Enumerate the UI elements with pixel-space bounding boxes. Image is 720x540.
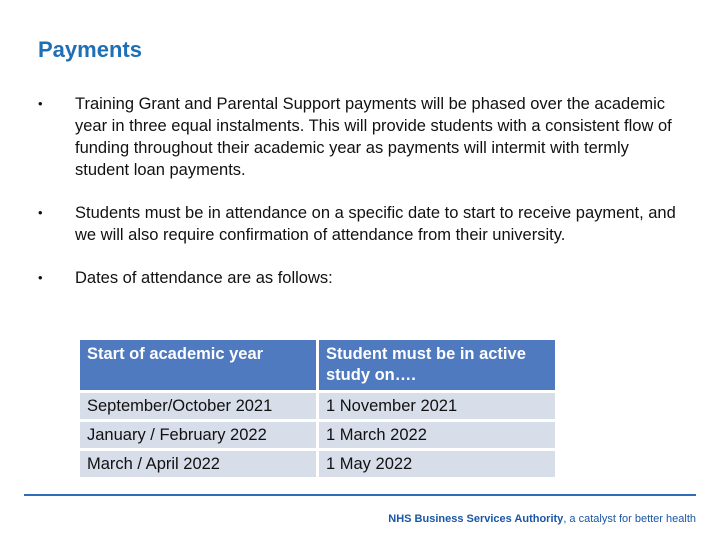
- table-row: [80, 422, 555, 448]
- footer-tagline: , a catalyst for better health: [563, 513, 696, 525]
- bullet-item: [38, 267, 678, 289]
- table-cell-start: January / February 2022: [80, 422, 316, 448]
- table-cell-date: 1 May 2022: [319, 451, 555, 477]
- table-cell-start: March / April 2022: [80, 451, 316, 477]
- table-row: [80, 393, 555, 419]
- bullet-item: [38, 202, 678, 246]
- bullet-text: Students must be in attendance on a specific date to start to receive payment, and we will also require confirmation of attendance from their university.: [75, 204, 676, 244]
- bullet-item: [38, 93, 678, 181]
- header-active-study-date: Student must be in active study on….: [319, 340, 555, 390]
- bullet-text: Dates of attendance are as follows:: [75, 269, 333, 287]
- bullet-icon: •: [38, 270, 43, 285]
- table-cell-date: 1 November 2021: [319, 393, 555, 419]
- bullet-list: [38, 93, 678, 289]
- table-header-row: [80, 340, 555, 390]
- table-cell-date: 1 March 2022: [319, 422, 555, 448]
- table-row: [80, 451, 555, 477]
- bullet-icon: •: [38, 96, 43, 111]
- footer-divider: [24, 494, 696, 496]
- slide-title: Payments: [38, 37, 142, 62]
- bullet-text: Training Grant and Parental Support payments will be phased over the academic year in three equal instalments. This will provide students with a consistent flow of funding throughout their academic year as payments will intermit with termly student loan payments.: [75, 95, 672, 179]
- footer-org: NHS Business Services Authority: [388, 513, 564, 525]
- bullet-icon: •: [38, 205, 43, 220]
- footer: [388, 513, 696, 525]
- header-start-of-academic-year: Start of academic year: [80, 340, 316, 390]
- attendance-dates-table: [77, 337, 558, 480]
- table-cell-start: September/October 2021: [80, 393, 316, 419]
